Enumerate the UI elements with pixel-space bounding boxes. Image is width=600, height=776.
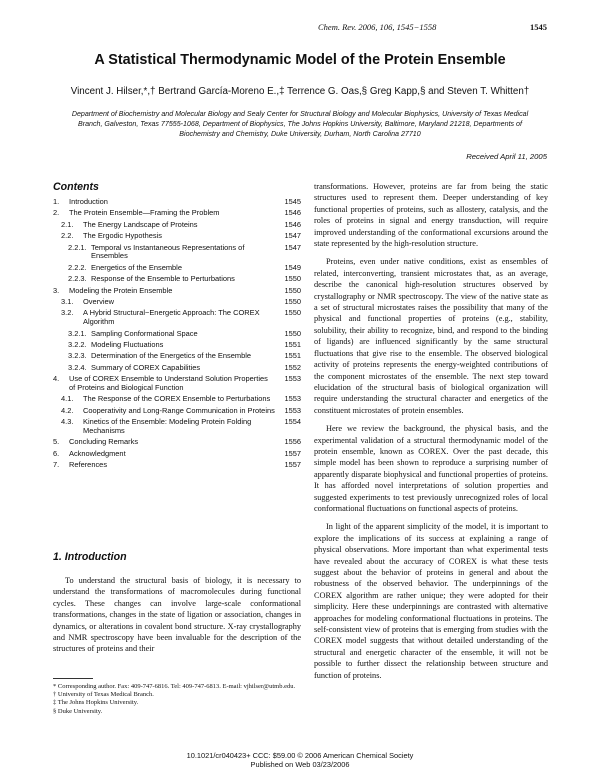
toc-entry-title: A Hybrid Structural−Energetic Approach: The COREX Algorithm: [83, 308, 260, 327]
running-header-journal: Chem. Rev. 2006, 106, 1545−1558: [318, 22, 437, 32]
toc-entry-page: 1554: [284, 417, 301, 427]
toc-entry-number: 3.2.: [61, 308, 74, 318]
toc-entry[interactable]: [53, 330, 301, 339]
toc-entry-number: 3.2.4.: [68, 362, 87, 372]
toc-entry-title: Acknowledgment: [69, 448, 126, 458]
toc-entry-number: 4.1.: [61, 394, 74, 404]
toc-entry-page: 1546: [284, 208, 301, 218]
toc-entry-page: 1552: [284, 362, 301, 372]
toc-entry-page: 1550: [284, 296, 301, 306]
toc-entry-number: 2.2.3.: [68, 274, 87, 284]
toc-entry-title: Introduction: [69, 197, 108, 206]
toc-entry-number: 4.2.: [61, 405, 74, 415]
affiliations: Department of Biochemistry and Molecular Biology and Sealy Center for Structural Biology and Molecular Biophysics, University of Texas Medical Branch, Galveston, Texas 77555-1068, Department of Biophysics, The Johns Hopkins University, Baltimore, Maryland 21218, Departments of Biochemistry and Chemistry, Duke University, Durham, North Carolina 27710: [71, 110, 529, 138]
author-list: Vincent J. Hilser,*,† Bertrand García-Moreno E.,‡ Terrence G. Oas,§ Greg Kapp,§ and Steven T. Whitten†: [70, 86, 530, 97]
toc-entry[interactable]: [53, 209, 301, 218]
toc-entry-number: 2.1.: [61, 219, 74, 229]
toc-entry-number: 2.2.2.: [68, 262, 87, 272]
running-header-page-number: 1545: [530, 22, 547, 32]
toc-entry-title: Use of COREX Ensemble to Understand Solution Properties of Proteins and Biological Function: [69, 374, 268, 392]
toc-entry-title: Energetics of the Ensemble: [91, 262, 182, 272]
toc-entry-page: 1545: [284, 197, 301, 206]
intro-paragraph: To understand the structural basis of biology, it is necessary to understand the transformations of macromolecules during functional cycles. These changes can involve large-scale conformational transformations, changes in the state of ligation or association, changes in dynamics, or alterations in covalent bond structure. X-ray crystallography and NMR spectroscopy have been invaluable for the description of the structures of proteins and their: [53, 576, 301, 654]
toc-entry[interactable]: [53, 275, 301, 284]
received-date: Received April 11, 2005: [466, 152, 547, 161]
toc-entry-page: 1557: [284, 448, 301, 458]
toc-entry-title: Cooperativity and Long-Range Communication in Proteins: [83, 405, 275, 415]
toc-entry[interactable]: [53, 450, 301, 459]
toc-entry[interactable]: [53, 407, 301, 416]
toc-entry-page: 1556: [284, 437, 301, 447]
toc-entry-number: 3.2.3.: [68, 351, 87, 361]
toc-entry[interactable]: [53, 298, 301, 307]
toc-entry[interactable]: [53, 309, 301, 327]
toc-entry-number: 5.: [53, 437, 60, 447]
toc-entry-page: 1546: [284, 219, 301, 229]
toc-entry-title: Overview: [83, 296, 114, 306]
toc-entry-page: 1550: [284, 285, 301, 295]
toc-entry[interactable]: [53, 264, 301, 273]
toc-entry-number: 3.: [53, 285, 60, 295]
toc-entry[interactable]: [53, 418, 301, 436]
toc-entry-number: 2.2.: [61, 231, 74, 241]
toc-entry-number: 3.1.: [61, 296, 74, 306]
footnote-corresponding-author: * Corresponding author. Fax: 409-747-6816. Tel: 409-747-6813. E-mail: vjhilser@utmb.edu.: [53, 683, 296, 690]
right-column: [314, 181, 548, 688]
toc-entry-number: 3.2.1.: [68, 328, 87, 338]
footnotes: [53, 683, 301, 716]
toc-entry[interactable]: [53, 461, 301, 470]
toc-entry-page: 1549: [284, 262, 301, 272]
footnote-affiliation: § Duke University.: [53, 707, 103, 715]
footnote-affiliation: † University of Texas Medical Branch.: [53, 691, 154, 699]
toc-entry-title: Concluding Remarks: [69, 437, 139, 447]
toc-entry-number: 7.: [53, 460, 60, 469]
paragraph-continued: transformations. However, proteins are far from being the static structures used to represent them. Deeper understanding of key functional properties of proteins, such as allostery, catalysis, and the roles of proteins in signal and energy transduction, will require improved understanding of the conformational excursions around the state represented by the high-resolution structure.: [314, 182, 548, 249]
paragraph: In light of the apparent simplicity of the model, it is important to explore the implications of its success at explaining a range of physical observations. More important than what experimental tests have revealed about the accuracy of COREX is what these tests suggest about the behavior of proteins in general and about the robustness of the observed behavior. The underpinnings of the COREX algorithm are rather unique; they were adopted for their simplicity. Here these underpinnings are contrasted with alternative approaches for modeling conformational fluctuations in proteins. The self-consistent view of proteins that is emerging from studies with the COREX model suggests that without detailed understanding of the structural and energetic character of the ensemble, it will not be possible to further dissect the relationship between structure and function of proteins.: [314, 522, 548, 680]
footnote-divider: [53, 678, 93, 679]
toc-entry-page: 1547: [284, 231, 301, 241]
toc-entry[interactable]: [53, 395, 301, 404]
toc-entry-title: The Ergodic Hypothesis: [83, 231, 162, 241]
toc-entry[interactable]: [53, 341, 301, 350]
toc-entry-title: Temporal vs Instantaneous Representations of Ensembles: [91, 242, 245, 261]
toc-entry-title: Sampling Conformational Space: [91, 328, 198, 338]
toc-entry[interactable]: [53, 232, 301, 241]
toc-entry-page: 1550: [284, 308, 301, 318]
toc-entry-title: Modeling Fluctuations: [91, 339, 164, 349]
footnote-affiliation: ‡ The Johns Hopkins University.: [53, 699, 139, 707]
toc-entry-title: The Energy Landscape of Proteins: [83, 219, 198, 229]
toc-entry-title: Summary of COREX Capabilities: [91, 362, 201, 372]
toc-entry-title: Determination of the Energetics of the Ensemble: [91, 351, 251, 361]
toc-entry-page: 1550: [284, 328, 301, 338]
toc-entry-page: 1551: [284, 351, 301, 361]
toc-entry-number: 4.3.: [61, 417, 74, 427]
footer-web-publication-date: Published on Web 03/23/2006: [250, 760, 350, 769]
toc-entry-page: 1550: [284, 274, 301, 284]
toc-entry-page: 1551: [284, 339, 301, 349]
toc-entry-title: References: [69, 460, 108, 469]
article-title: A Statistical Thermodynamic Model of the Protein Ensemble: [94, 52, 506, 68]
toc-entry-title: Modeling the Protein Ensemble: [69, 285, 173, 295]
toc-entry-title: Kinetics of the Ensemble: Modeling Protein Folding Mechanisms: [83, 417, 252, 435]
table-of-contents: [53, 198, 301, 472]
toc-entry-page: 1553: [284, 374, 301, 384]
footer-doi-copyright: 10.1021/cr040423+ CCC: $59.00 © 2006 American Chemical Society: [186, 751, 414, 760]
toc-entry[interactable]: [53, 364, 301, 373]
toc-entry-page: 1557: [284, 460, 301, 469]
section-heading-introduction: 1. Introduction: [53, 551, 127, 563]
toc-entry-number: 2.: [53, 208, 60, 218]
toc-entry[interactable]: [53, 438, 301, 447]
toc-entry[interactable]: [53, 352, 301, 361]
paragraph: Here we review the background, the physical basis, and the experimental validation of a structural thermodynamic model of the protein ensemble, known as COREX. Over the past decade, this simple model has been shown to reproduce a surprising number of apparently disparate biophysical and functional properties of proteins. It has afforded novel interpretations of solution properties and suggested experiments to test previously unrecognized roles of local conformational fluctuations on functional aspects of proteins.: [314, 424, 548, 513]
toc-entry-page: 1547: [284, 242, 301, 252]
toc-entry-title: The Response of the COREX Ensemble to Perturbations: [83, 394, 271, 404]
paragraph: Proteins, even under native conditions, exist as ensembles of related, interconverting, transient microstates that, as an average, describe the canonical high-resolution structures observed by crystallography or NMR spectroscopy. The view of the native state as a set of structural microstates raises the possibility that many of the physical and functional properties of proteins (e.g., stability, solubility, their ability to recognize, bind, and respond to the binding of ligands) are influenced significantly by the same structural fluctuations that give rise to the ensemble. The observed biological activity of proteins represents the energy-weighted contributions of the component microstates of the ensemble. The next step toward elucidation of the structural basis of biological organization will require understanding the structural character and energetics of the constituent microstates of protein ensembles.: [314, 257, 548, 415]
toc-entry-page: 1553: [284, 405, 301, 415]
toc-entry[interactable]: [53, 375, 301, 393]
toc-entry-number: 4.: [53, 374, 60, 384]
toc-entry-page: 1553: [284, 394, 301, 404]
contents-heading: Contents: [53, 181, 99, 193]
toc-entry[interactable]: [53, 198, 301, 207]
toc-entry[interactable]: [53, 287, 301, 296]
toc-entry[interactable]: [53, 244, 301, 262]
toc-entry-number: 6.: [53, 448, 60, 458]
toc-entry-number: 3.2.2.: [68, 339, 87, 349]
toc-entry-title: The Protein Ensemble—Framing the Problem: [69, 208, 220, 218]
toc-entry-number: 1.: [53, 197, 60, 206]
toc-entry[interactable]: [53, 221, 301, 230]
toc-entry-title: Response of the Ensemble to Perturbations: [91, 274, 235, 284]
toc-entry-number: 2.2.1.: [68, 242, 87, 252]
